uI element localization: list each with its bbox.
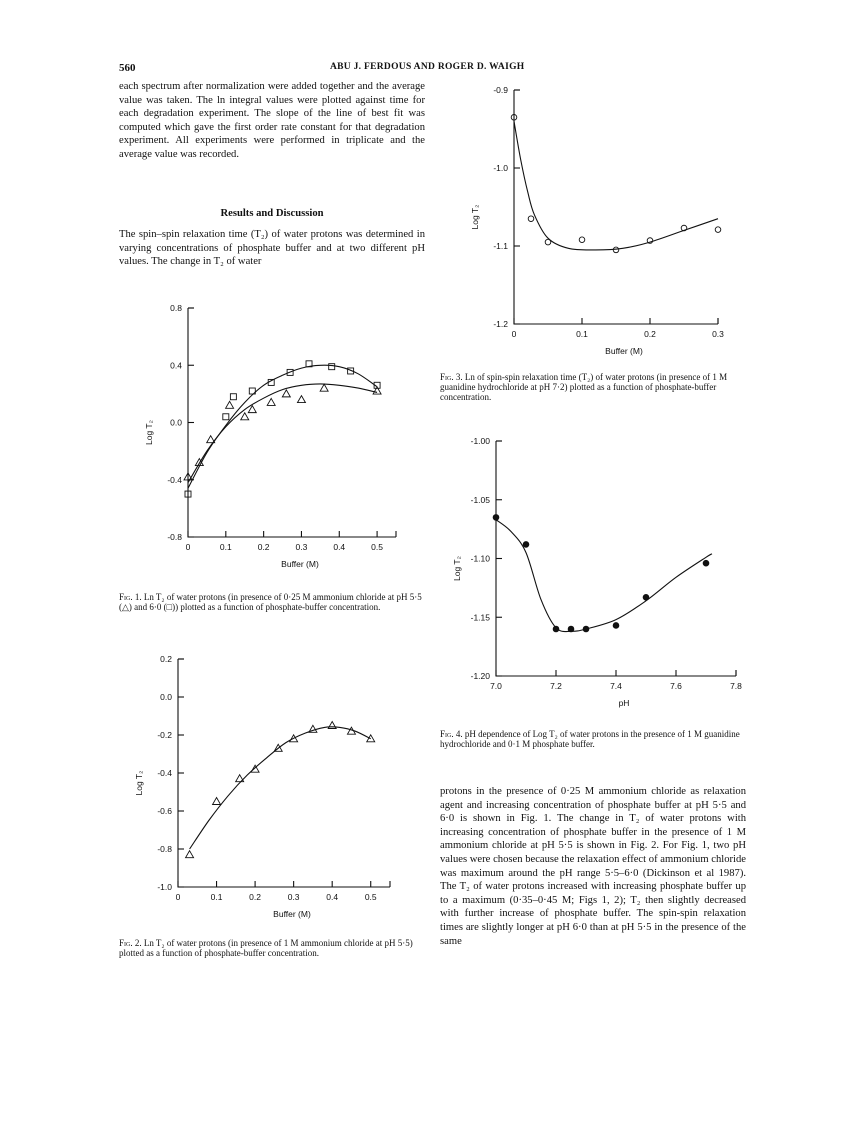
y-tick-label: 0.0 xyxy=(170,417,182,428)
x-tick-label: 0.1 xyxy=(576,329,588,339)
figure-2-caption-text: Ln T₂ of water protons (in presence of 1 M ammonium chloride at pH 5·5) plotted as a function of phosphate-buffer concentration. xyxy=(119,938,413,959)
x-tick-label: 0.4 xyxy=(333,542,346,552)
y-tick-label: -1.20 xyxy=(470,671,490,681)
x-tick-label: 0.1 xyxy=(210,892,223,902)
x-tick-label: 0 xyxy=(175,892,181,902)
y-tick-label: 0.4 xyxy=(170,360,182,371)
y-tick-label: -1.2 xyxy=(493,319,508,329)
x-tick-label: 0.1 xyxy=(219,542,232,552)
y-axis-label: Log T₂ xyxy=(134,770,144,796)
x-tick-label: 0.4 xyxy=(326,892,339,902)
x-axis-label: Buffer (M) xyxy=(273,909,311,919)
x-tick-label: 0 xyxy=(511,329,517,339)
x-tick-label: 0.5 xyxy=(364,892,377,902)
y-tick-label: 0.2 xyxy=(160,654,172,664)
section-heading: Results and Discussion xyxy=(220,208,324,219)
x-tick-label: 0.3 xyxy=(295,542,308,552)
running-head: ABU J. FERDOUS AND ROGER D. WAIGH xyxy=(330,62,525,72)
y-tick-label: -0.8 xyxy=(157,844,172,854)
data-point-filled-circle xyxy=(553,626,559,632)
x-tick-label: 0.3 xyxy=(287,892,300,902)
x-tick-label: 7.4 xyxy=(610,681,622,691)
y-tick-label: -0.2 xyxy=(157,730,172,740)
figure-4-caption xyxy=(440,729,746,749)
data-point-filled-circle xyxy=(703,560,709,566)
data-point-filled-circle xyxy=(613,623,619,629)
figure-3-caption-label: Fig. 3. xyxy=(440,372,463,382)
axis-line xyxy=(496,441,736,676)
y-tick-label: -0.4 xyxy=(157,768,172,778)
x-tick-label: 7.2 xyxy=(550,681,562,691)
y-tick-label: 0.0 xyxy=(160,692,172,702)
fit-curve xyxy=(496,520,712,632)
figure-2-caption-label: Fig. 2. xyxy=(119,938,142,948)
y-tick-label: -0.4 xyxy=(167,474,182,485)
x-tick-label: 7.8 xyxy=(730,681,742,691)
data-point-filled-circle xyxy=(568,626,574,632)
paragraph-discussion: protons in the presence of 0·25 M ammonium chloride as relaxation agent and increasing concentration of phosphate buffer at pH 5·5 and 6·0 is shown in Fig. 1. The change in T₂ of water protons with increasing concentration of phosphate buffer in the presence of 1 M ammonium chloride at pH 5·5 is shown in Fig. 2. For Fig. 1, two pH values were chosen because the relaxation effect of ammonium chloride was maximum around the pH range 5·5–6·0 (Dickinson et al 1987). The T₂ of water protons increased with increasing phosphate buffer up to a maximum (0·35–0·45 M; Figs 1, 2); T₂ then slightly decreased with further increase of phosphate buffer. The spin-spin relaxation times are slightly longer at pH 6·0 than at pH 5·5 in the presence of the same xyxy=(440,786,746,947)
x-axis-label: pH xyxy=(618,698,630,708)
x-tick-label: 0.5 xyxy=(371,542,384,552)
x-tick-label: 7.0 xyxy=(490,681,502,691)
x-tick-label: 0.3 xyxy=(712,329,724,339)
data-point-filled-circle xyxy=(643,594,649,600)
data-point-filled-circle xyxy=(493,515,499,521)
paragraph-methods: each spectrum after normalization were added together and the average value was taken. The ln integral values were plotted against time for each degradation experiment. The slope of the line of best fit was computed which gave the first order rate constant for that degradation experiment. All experiments were performed in triplicate and the average value was recorded. xyxy=(119,81,425,160)
x-tick-label: 0 xyxy=(185,542,191,552)
y-tick-label: -1.10 xyxy=(470,553,490,564)
paragraph-results: The spin–spin relaxation time (T₂) of water protons was determined in varying concentrations of phosphate buffer and at two different pH values. The change in T₂ of water xyxy=(119,229,425,268)
y-axis-label: Log T₂ xyxy=(144,420,154,445)
y-tick-label: -0.6 xyxy=(157,806,172,816)
y-tick-label: -1.0 xyxy=(157,882,172,892)
figure-4-caption-text: pH dependence of Log T₂ of water protons in the presence of 1 M guanidine hydrochloride and 0·1 M phosphate buffer. xyxy=(440,729,740,750)
figure-1-caption-label: Fig. 1. xyxy=(119,592,142,602)
x-tick-label: 0.2 xyxy=(249,892,262,902)
x-tick-label: 0.2 xyxy=(644,329,656,339)
figure-1-caption-text: Ln T₂ of water protons (in presence of 0·25 M ammonium chloride at pH 5·5 (△) and 6·0 (□)) plotted as a function of phosphate-buffer concentration. xyxy=(119,592,422,613)
y-tick-label: -1.00 xyxy=(470,436,490,446)
y-tick-label: -1.1 xyxy=(493,241,508,251)
y-tick-label: -1.0 xyxy=(493,163,508,173)
y-axis-label: Log T₂ xyxy=(470,204,480,230)
figure-4-caption-label: Fig. 4. xyxy=(440,729,463,739)
y-tick-label: -1.05 xyxy=(470,494,490,505)
y-tick-label: -1.15 xyxy=(470,612,490,623)
x-axis-label: Buffer (M) xyxy=(605,346,643,356)
y-tick-label: -0.8 xyxy=(167,532,182,542)
y-axis-label: Log T₂ xyxy=(452,556,462,581)
data-point-filled-circle xyxy=(583,626,589,632)
data-point-filled-circle xyxy=(523,542,529,548)
x-tick-label: 7.6 xyxy=(670,681,682,691)
x-axis-label: Buffer (M) xyxy=(281,559,319,569)
x-tick-label: 0.2 xyxy=(257,542,270,552)
figure-3-caption-text: Ln of spin-spin relaxation time (T₂) of water protons (in presence of 1 M guanidine hydrochloride at pH 7·2) plotted as a function of phosphate-buffer concentration. xyxy=(440,372,728,403)
y-tick-label: -0.9 xyxy=(493,85,508,95)
y-tick-label: 0.8 xyxy=(170,303,182,313)
page-number: 560 xyxy=(119,62,136,74)
